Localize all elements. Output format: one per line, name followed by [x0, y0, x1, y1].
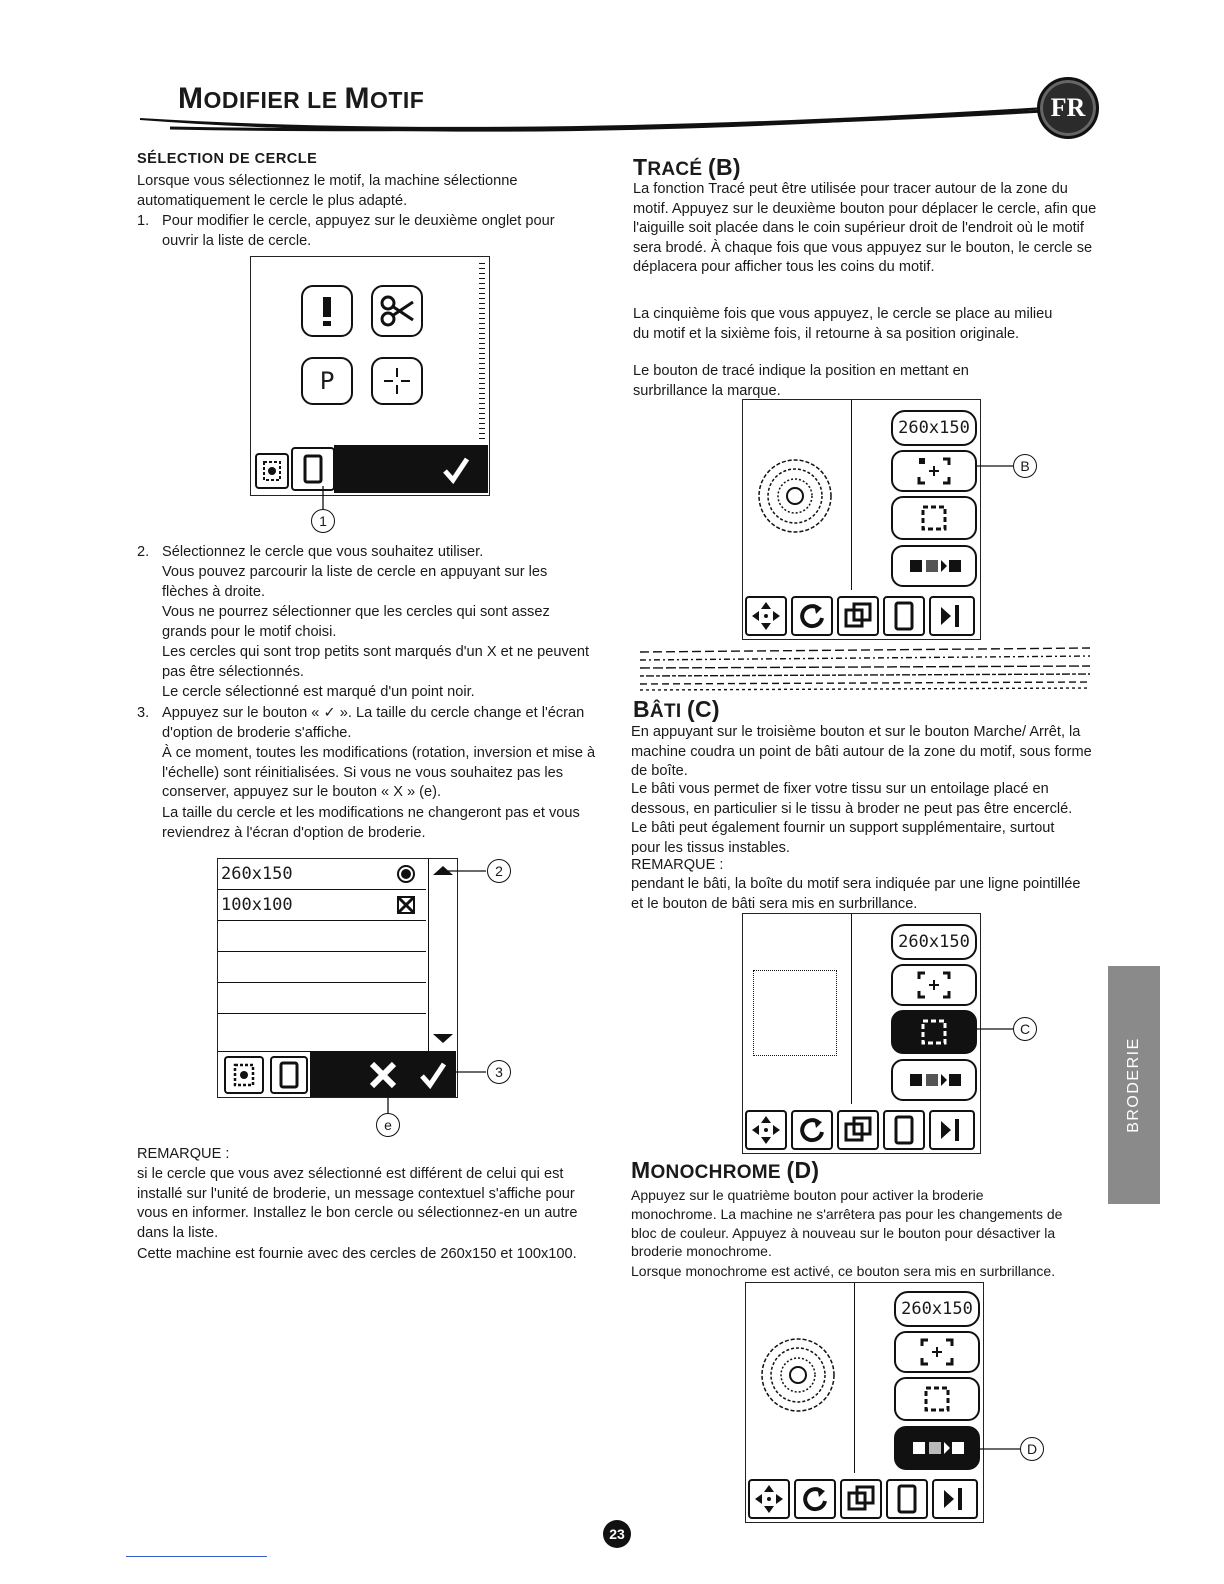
scale-tool[interactable] [837, 1110, 879, 1150]
move-tool[interactable] [745, 1110, 787, 1150]
design-preview [743, 400, 852, 590]
scale-tool[interactable] [840, 1479, 882, 1519]
callout-3: 3 [487, 1060, 511, 1084]
basting-button-active[interactable] [891, 1010, 977, 1054]
basting-button[interactable] [891, 496, 977, 540]
callout-b: B [1013, 454, 1037, 478]
hoop-motif-icon [261, 459, 283, 483]
basting-button[interactable] [894, 1377, 980, 1421]
program-letter: P [319, 367, 335, 395]
page-number: 23 [603, 1520, 631, 1548]
trace-button[interactable] [894, 1331, 980, 1373]
remark-hoops: Cette machine est fournie avec des cercles de 260x150 et 100x100. [137, 1246, 577, 1262]
figure-1-menu-screen [250, 256, 490, 496]
move-arrows-icon [754, 1484, 784, 1514]
footer-rule [126, 1556, 267, 1557]
callout-1: 1 [311, 509, 335, 533]
hoop-tool[interactable] [886, 1479, 928, 1519]
color-blocks-icon [904, 1070, 964, 1090]
trace-paragraph-1: La fonction Tracé peut être utilisée pour tracer autour de la zone du motif. Appuyez sur le deuxième bouton pour déplacer le cercle, afin que l'aiguille soit placée dans le coin supérieur droit de l'endroit où le motif sera brodé. À chaque fois que vous appuyez sur le bouton, le cercle se déplacera pour afficher tous les coins du motif. [633, 181, 1097, 276]
fig2-leaders [370, 855, 510, 1145]
crosshair-icon [382, 366, 412, 396]
rotate-icon [798, 1116, 826, 1144]
monochrome-paragraph-1: Appuyez sur le quatrième bouton pour activer la broderie monochrome. La machine ne s'arrêtera pas pour les changements de bloc de couleur. Appuyez à nouveau sur le bouton pour désactiver la broderie monochrome. [631, 1187, 1063, 1260]
hoop-motif-icon [232, 1062, 256, 1088]
hoop-size-button[interactable]: 260x150 [891, 924, 977, 960]
hoop-tool[interactable] [883, 1110, 925, 1150]
remark-text: si le cercle que vous avez sélectionné est différent de celui qui est installé sur l'unité de broderie, un message contextuel s'affiche pour vous en informer. Installez le bon cercle ou sélectionnez-en un autre dans la liste. [137, 1166, 578, 1241]
rotate-icon [798, 602, 826, 630]
trace-corners-icon [911, 969, 957, 1001]
scale-tool[interactable] [837, 596, 879, 636]
hoop-row-100x100: 100x100 [218, 890, 426, 921]
bottom-tool-row [746, 1477, 982, 1521]
mandala-motif-icon [758, 1335, 838, 1415]
dashed-box-icon [919, 503, 949, 533]
hoop-size-button[interactable]: 260x150 [891, 410, 977, 446]
move-arrows-icon [751, 601, 781, 631]
section-title-basting: BÂTI (C) [633, 696, 720, 722]
rotate-icon [801, 1485, 829, 1513]
hoop-tool[interactable] [883, 596, 925, 636]
program-button[interactable] [301, 357, 353, 405]
trace-corners-icon [911, 455, 957, 487]
figure-monochrome-screen [745, 1282, 984, 1523]
section-title-monochrome: MONOCHROME (D) [631, 1157, 820, 1183]
info-button[interactable] [301, 285, 353, 337]
figure-basting-screen [742, 913, 981, 1154]
dashed-box-icon [922, 1384, 952, 1414]
bottom-tool-row [743, 1108, 979, 1152]
stitch-out-tool[interactable] [929, 1110, 975, 1150]
page-title: MODIFIER LE MOTIF [178, 82, 425, 115]
stitch-pattern-band [640, 644, 1090, 694]
monochrome-button-active[interactable] [894, 1426, 980, 1470]
scrollbar-ticks [479, 263, 485, 443]
hoop-row-260x150[interactable]: 260x150 [218, 859, 426, 890]
monochrome-button[interactable] [891, 1059, 977, 1101]
stitch-out-tool[interactable] [932, 1479, 978, 1519]
basting-paragraph-2: Le bâti vous permet de fixer votre tissu sur un entoilage placé en dessous, en particulier si le tissu à broder ne peut pas être encerclé. Le bâti peut également fournir un support supplémentaire, surtout pour les tissus instables. [631, 781, 1073, 856]
embroidery-tab[interactable] [255, 453, 289, 489]
rotate-tool[interactable] [794, 1479, 836, 1519]
cut-button[interactable] [371, 285, 423, 337]
basting-paragraph-1: En appuyant sur le troisième bouton et sur le bouton Marche/ Arrêt, la machine coudra un point de bâti autour de la zone du motif, sous forme de boîte. [631, 724, 1092, 780]
intro-text: Lorsque vous sélectionnez le motif, la machine sélectionne automatiquement le cercle le plus adapté. [137, 173, 518, 209]
move-tool[interactable] [748, 1479, 790, 1519]
mandala-motif-icon [755, 456, 835, 536]
rotate-tool[interactable] [791, 596, 833, 636]
trace-paragraph-2: La cinquième fois que vous appuyez, le cercle se place au milieu du motif et la sixième fois, il retourne à sa position originale. [633, 306, 1053, 342]
language-badge: FR [1037, 77, 1099, 139]
basting-paragraph-3: pendant le bâti, la boîte du motif sera indiquée par une ligne pointillée et le bouton de bâti sera mis en surbrillance. [631, 876, 1081, 912]
callout-e: e [376, 1113, 400, 1137]
callout-c: C [1013, 1017, 1037, 1041]
monochrome-paragraph-2: Lorsque monochrome est activé, ce bouton sera mis en surbrillance. [631, 1263, 1056, 1279]
scale-icon [844, 602, 872, 630]
page-header [130, 76, 1110, 146]
move-arrows-icon [751, 1115, 781, 1145]
hoop-icon [303, 454, 323, 484]
design-preview [746, 1283, 855, 1473]
dashed-box-icon [919, 1017, 949, 1047]
play-needle-icon [940, 1484, 970, 1514]
hoop-icon [897, 1484, 917, 1514]
rotate-tool[interactable] [791, 1110, 833, 1150]
callout-2: 2 [487, 859, 511, 883]
color-blocks-icon [907, 1438, 967, 1458]
callout-d: D [1020, 1437, 1044, 1461]
hoop-size-button[interactable]: 260x150 [894, 1291, 980, 1327]
scale-icon [844, 1116, 872, 1144]
section-heading-circle: SÉLECTION DE CERCLE [137, 151, 318, 167]
color-blocks-icon [904, 556, 964, 576]
center-button[interactable] [371, 357, 423, 405]
bottom-tool-row [743, 594, 979, 638]
trace-button[interactable] [891, 450, 977, 492]
hoop-tab[interactable] [270, 1056, 308, 1094]
scale-icon [847, 1485, 875, 1513]
side-tab-broderie: BRODERIE [1108, 966, 1160, 1204]
trace-button[interactable] [891, 964, 977, 1006]
hoop-icon [894, 601, 914, 631]
embroidery-tab[interactable] [224, 1056, 264, 1094]
trace-corners-icon [914, 1336, 960, 1368]
play-needle-icon [937, 601, 967, 631]
bottom-toolbar [251, 445, 488, 493]
play-needle-icon [937, 1115, 967, 1145]
design-preview [743, 914, 852, 1104]
stitch-out-tool[interactable] [929, 596, 975, 636]
confirm-check-icon[interactable] [441, 455, 471, 485]
hoop-icon [894, 1115, 914, 1145]
trace-paragraph-3: Le bouton de tracé indique la position en mettant en surbrillance la marque. [633, 363, 969, 399]
figure-trace-screen [742, 399, 981, 640]
remark-label: REMARQUE : [137, 1146, 230, 1162]
basting-dotted-box [753, 970, 837, 1056]
exclamation-icon [312, 294, 342, 328]
move-tool[interactable] [745, 596, 787, 636]
scissors-icon [379, 294, 415, 328]
monochrome-button[interactable] [891, 545, 977, 587]
hoop-tab[interactable] [291, 447, 335, 491]
hoop-icon [279, 1061, 299, 1089]
section-title-trace: TRACÉ (B) [633, 154, 741, 180]
basting-remark-label: REMARQUE : [631, 857, 724, 873]
